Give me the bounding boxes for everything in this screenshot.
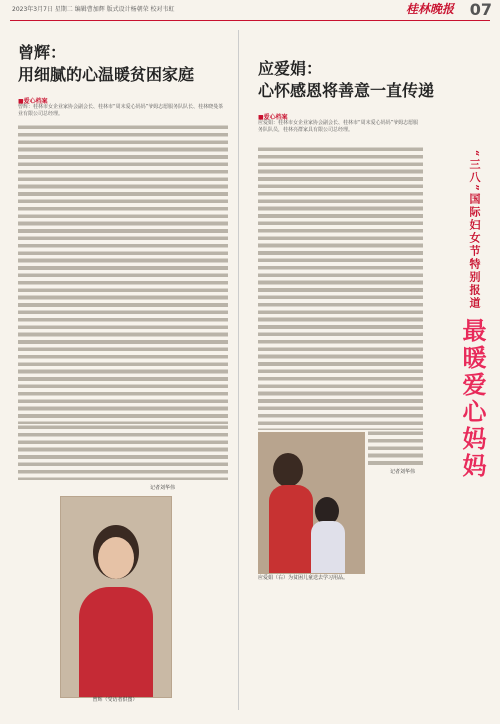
- right-byline: 记者刘华伟: [390, 469, 416, 475]
- left-profile: 曾辉：桂林市女企业家协会副会长、桂林市“周末爱心妈妈”爷姆志愿服务队队长、桂林晓曼茶业有限公司总经理。: [18, 104, 224, 117]
- right-photo-caption: 应爱娟（右）为贫困儿童送去学习用品。: [258, 575, 349, 581]
- page-number: 07: [469, 0, 492, 19]
- left-photo-caption: 曾辉（受访者供图）: [92, 697, 138, 703]
- right-body-text-end: [368, 430, 423, 466]
- right-photo: [258, 432, 365, 574]
- right-headline: [258, 58, 458, 102]
- right-headline-line2: 心怀感恩将善意一直传递: [258, 81, 435, 100]
- left-portrait-photo: [60, 496, 172, 698]
- header-rule: [10, 20, 490, 21]
- right-profile: 应爱娟：桂林市女企业家协会副会长、桂林市“周末爱心妈妈”爷姆志愿服务队队员，桂林亮群家具有限公司总经理。: [258, 120, 419, 133]
- left-headline-line1: 曾辉：: [18, 43, 67, 62]
- page-header: [0, 0, 500, 18]
- header-meta: 2023年3月7日 星期二 编辑曹加辉 版式设计杨朝荣 校对韦虹: [12, 6, 175, 13]
- column-divider: [238, 30, 239, 710]
- left-headline-line2: 用细腻的心温暖贫困家庭: [18, 65, 195, 84]
- right-headline-line1: 应爱娟：: [258, 59, 323, 78]
- right-body-text: [258, 146, 423, 430]
- special-report-title: “三八”国际妇女节特别报道: [468, 150, 481, 310]
- right-section-tag: ■爱心档案: [258, 114, 288, 121]
- special-slogan: 最暖爱心妈妈: [458, 318, 486, 480]
- newspaper-logo: 桂林晚报: [405, 2, 454, 16]
- left-section-tag: ■爱心档案: [18, 98, 48, 105]
- left-body-text-end: [18, 424, 228, 480]
- left-headline: [18, 42, 228, 86]
- left-byline: 记者刘华伟: [150, 485, 176, 491]
- left-body-text: [18, 124, 228, 424]
